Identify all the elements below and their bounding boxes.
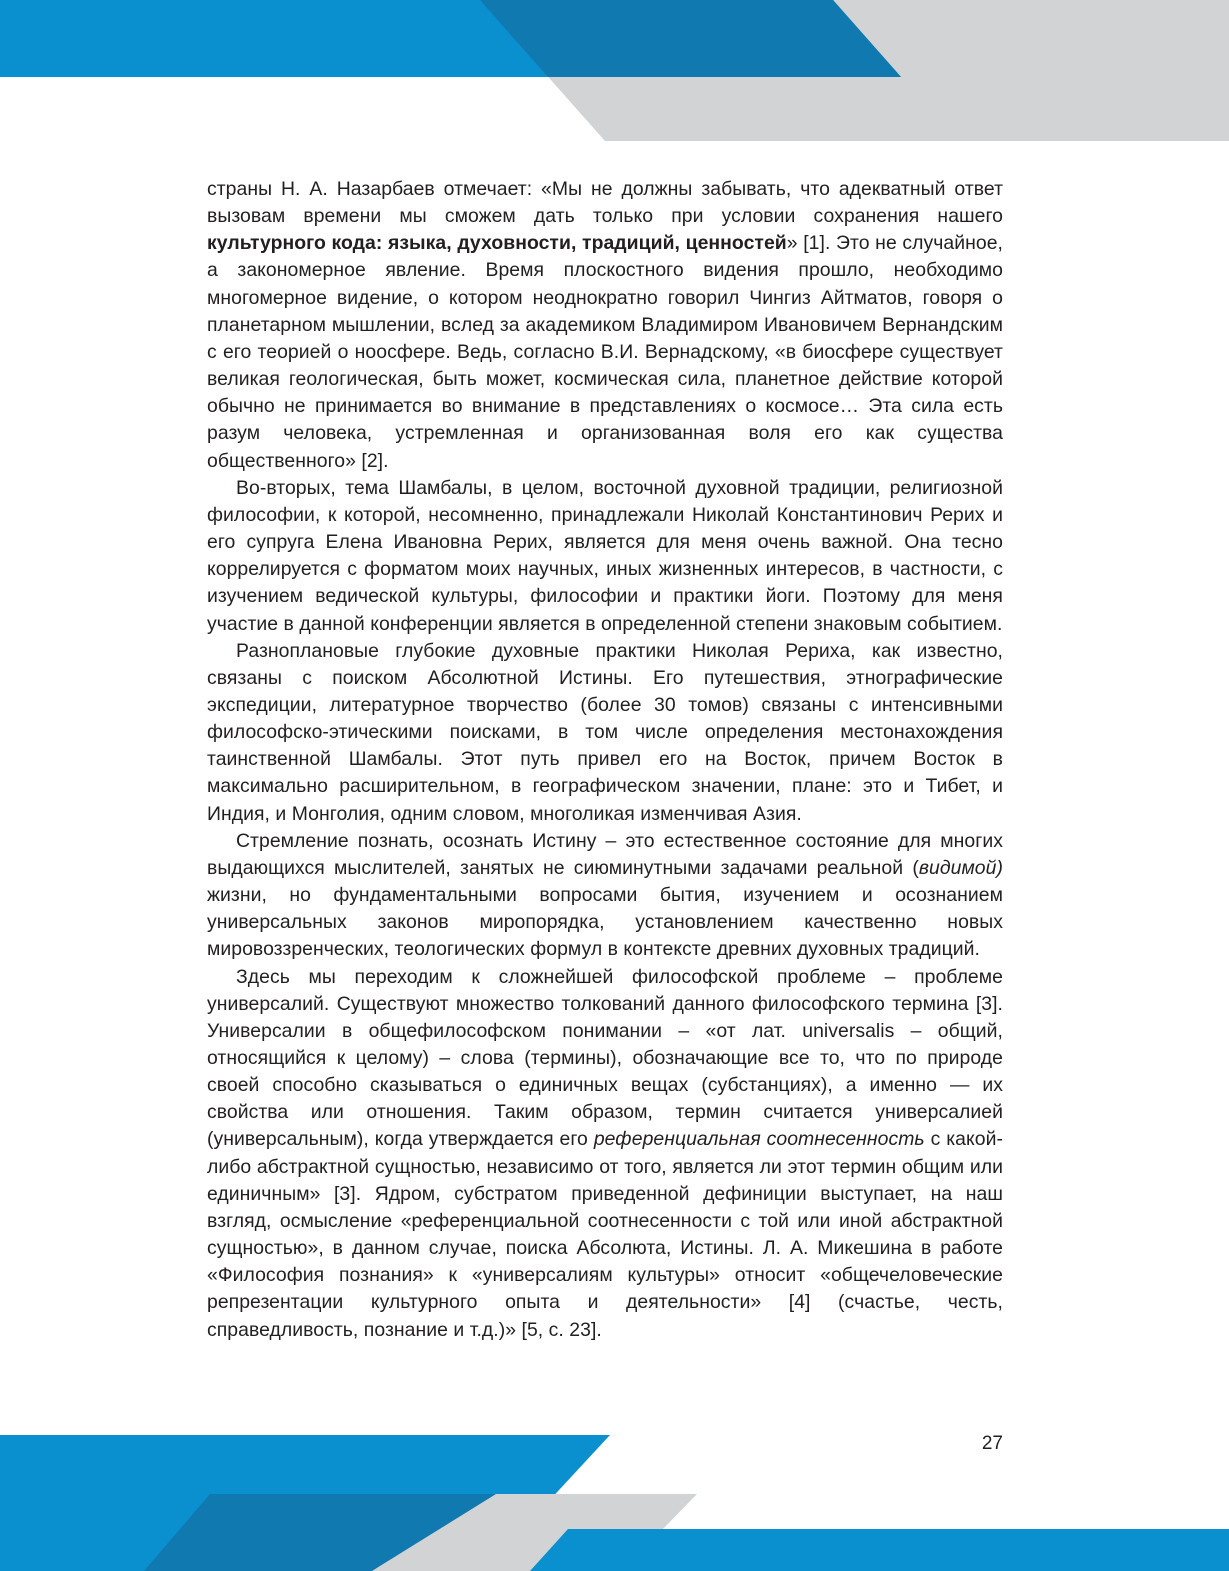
text-segment: с какой-либо абстрактной сущностью, независимо от того, является ли этот термин общим или единичным» [3]. Ядром, субстратом приведенной дефиниции выступает, на наш взгляд, осмысление «референциальной соотнесенности с той или иной абстрактной сущностью», в данном случае, поиска Абсолюта, Истины. Л. А. Микешина в работе «Философия познания» к «универсалиям культуры» относит «общечеловеческие репрезентации культурного опыта и деятельности» [4] (счастье, честь, справедливость, познание и т.д.)» [5, с. 23]. [207, 1128, 1003, 1341]
page-number: 27 [981, 1433, 1003, 1454]
text-segment: Здесь мы переходим к сложнейшей философской проблеме – проблеме универсалий. Существуют множество толкований данного философского термина [3]. Универсалии в общефилософском понимании – «от лат. universalis – общий, относящийся к целому) – слова (термины), обозначающие все то, что по природе своей способно сказываться о единичных вещах (субстанциях), а именно — их свойства или отношения. Таким образом, термин считается универсалией (универсальным), когда утверждается его [207, 965, 1003, 1151]
text-segment: Стремление познать, осознать Истину – это естественное состояние для многих выдающихся мыслителей, занятых не сиюминутными задачами реальной ( [207, 829, 1003, 879]
paragraph [207, 638, 1003, 828]
footer-blue-band-left [0, 1435, 610, 1571]
paragraph [207, 964, 1003, 1344]
text-segment: жизни, но фундаментальными вопросами бытия, изучением и осознанием универсальных законов миропорядка, установлением качественно новых мировоззренческих, теологических формул в контексте древних духовных традиций. [207, 884, 1003, 961]
footer-blue-band-right [530, 1529, 1229, 1571]
paragraph [207, 828, 1003, 964]
bold-phrase: культурного кода: языка, духовности, традиций, ценностей [207, 232, 787, 255]
text-segment: » [1]. Это не случайное, а закономерное явление. Время плоскостного видения прошло, необходимо многомерное видение, о котором неоднократно говорил Чингиз Айтматов, говоря о планетарном мышлении, вслед за академиком Владимиром Ивановичем Вернандским с его теорией о ноосфере. Ведь, согласно В.И. Вернадскому, «в биосфере существует великая геологическая, быть может, космическая сила, планетное действие которой обычно не принимается во внимание в представлениях о космосе… Эта сила есть разум человека, устремленная и организованная воля его как существа общественного» [2]. [207, 232, 1003, 472]
header-gray-band [480, 0, 1229, 141]
text-segment: страны Н. А. Назарбаев отмечает: «Мы не должны забывать, что адекватный ответ вызовам времени мы сможем дать только при условии сохранения нашего [207, 178, 1003, 228]
main-text [207, 176, 1003, 1344]
paragraph [207, 475, 1003, 638]
text-segment: Во-вторых, тема Шамбалы, в целом, восточной духовной традиции, религиозной философии, к которой, несомненно, принадлежали Николай Константинович Рерих и его супруга Елена Ивановна Рерих, является для меня очень важной. Она тесно коррелируется с форматом моих научных, иных жизненных интересов, в частности, с изучением ведической культуры, философии и практики йоги. Поэтому для меня участие в данной конференции является в определенной степени знаковым событием. [207, 476, 1003, 635]
footer-dark-blue-wedge [144, 1494, 496, 1571]
paragraph [207, 176, 1003, 475]
header-blue-band [0, 0, 901, 77]
footer-gray-band [372, 1494, 697, 1571]
header-dark-blue-accent [480, 0, 901, 77]
italic-phrase: видимой) [918, 856, 1003, 879]
italic-phrase: референциальная соотнесенность [593, 1128, 925, 1151]
text-segment: Разноплановые глубокие духовные практики Николая Рериха, как известно, связаны с поиском Абсолютной Истины. Его путешествия, этнографические экспедиции, литературное творчество (более 30 томов) связаны с интенсивными философско-этическими поисками, в том числе определения местонахождения таинственной Шамбалы. Этот путь привел его на Восток, причем Восток в максимально расширительном, в географическом значении, плане: это и Тибет, и Индия, и Монголия, одним словом, многоликая изменчивая Азия. [207, 639, 1003, 825]
